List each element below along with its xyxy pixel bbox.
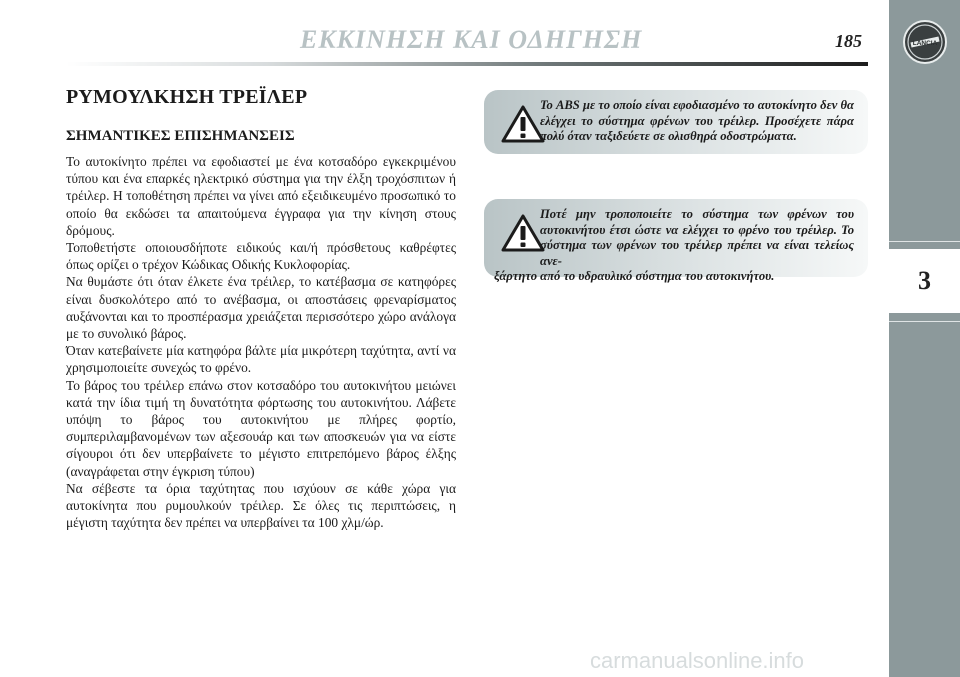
paragraph: Το αυτοκίνητο πρέπει να εφοδιαστεί με ένα κοτσαδόρο εγκεκριμένου τύπου και ένα επαρκές ηλεκτρικό σύστημα για την έλξη τροχόσπιτων ή τρέιλερ. Η τοποθέτηση πρέπει να γίνει από εξειδικευμένο προσωπικό το οποίο θα εκδώσει τα απαιτούμενα έγγραφα για την κίνηση στους δρόμους. bbox=[66, 154, 456, 238]
warning-text bbox=[494, 207, 854, 285]
chapter-title: ΕΚΚΙΝΗΣΗ ΚΑΙ ΟΔΗΓΗΣΗ bbox=[300, 25, 643, 54]
chapter-sidebar bbox=[889, 0, 960, 677]
section-subtitle: ΣΗΜΑΝΤΙΚΕΣ ΕΠΙΣΗΜΑΝΣΕΙΣ bbox=[66, 128, 295, 144]
warning-text-last-line: ξάρτητο από το υδραυλικό σύστημα του αυτοκινήτου. bbox=[494, 269, 775, 283]
paragraph: Το βάρος του τρέιλερ επάνω στον κοτσαδόρο του αυτοκινήτου μειώνει κατά την ίδια τιμή τη δυνατότητα φόρτωσης του αυτοκινήτου. Λάβετε υπόψη το βάρος του αυτοκινήτου με πλήρες φορτίο, συμπεριλαμβανομένων των αξεσουάρ και των αποσκευών για να είστε σίγουροι ότι δεν υπερβαίνετε το μέγιστο επιτρεπόμενο βάρος έλξης (αναγράφεται στην έγκριση τύπου) bbox=[66, 377, 456, 479]
page-number: 185 bbox=[835, 31, 862, 51]
warning-text-main: Ποτέ μην τροποποιείτε το σύστημα των φρένων του αυτοκινήτου έτσι ώστε να ελέγχει το φρένο του τρέιλερ. Το σύστημα των φρένων του τρέιλερ πρέπει να είναι τελείως ανε- bbox=[540, 207, 854, 268]
sidebar-divider bbox=[889, 321, 960, 322]
logo-text: LANCIA bbox=[912, 40, 938, 47]
sidebar-divider bbox=[889, 241, 960, 242]
paragraph: Όταν κατεβαίνετε μία κατηφόρα βάλτε μία μικρότερη ταχύτητα, αντί να χρησιμοποιείτε συνεχώς το φρένο. bbox=[66, 343, 456, 376]
watermark: carmanualsonline.info bbox=[590, 648, 805, 673]
chapter-number: 3 bbox=[918, 266, 931, 295]
paragraph: Τοποθετήστε οποιουσδήποτε ειδικούς και/ή πρόσθετους καθρέφτες όπως ορίζει ο τρέχον Κώδικας Οδικής Κυκλοφορίας. bbox=[66, 240, 456, 273]
warning-text: Το ABS με το οποίο είναι εφοδιασμένο το αυτοκίνητο δεν θα ελέγχει το σύστημα φρένων του τρέιλερ. Προσέχετε πάρα πολύ όταν ταξιδεύετε σε ολισθηρά οδοστρώματα. bbox=[540, 98, 854, 143]
warning-box-abs bbox=[484, 90, 868, 154]
paragraph: Να σέβεστε τα όρια ταχύτητας που ισχύουν σε κάθε χώρα για αυτοκίνητα που ρυμουλκούν τρέιλερ. Σε όλες τις περιπτώσεις, η μέγιστη ταχύτητα δεν πρέπει να υπερβαίνει τα 100 χλμ/ώρ. bbox=[66, 480, 456, 531]
warning-box-brakes bbox=[484, 199, 868, 283]
chapter-number-tab bbox=[889, 249, 960, 313]
paragraph: Να θυμάστε ότι όταν έλκετε ένα τρέιλερ, το κατέβασμα σε κατηφόρες είναι δυσκολότερο από το ανέβασμα, οι αποστάσεις φρεναρίσματος αυξάνονται και το προσπέρασμα χρειάζεται περισσότερο χώρο ανάλογα με το συνολικό βάρος. bbox=[66, 274, 456, 342]
section-title: ΡΥΜΟΥΛΚΗΣΗ ΤΡΕΪΛΕΡ bbox=[66, 86, 308, 108]
body-text bbox=[66, 153, 456, 531]
main-column bbox=[66, 86, 456, 531]
lancia-logo-icon bbox=[902, 19, 948, 65]
header-rule bbox=[66, 62, 868, 66]
